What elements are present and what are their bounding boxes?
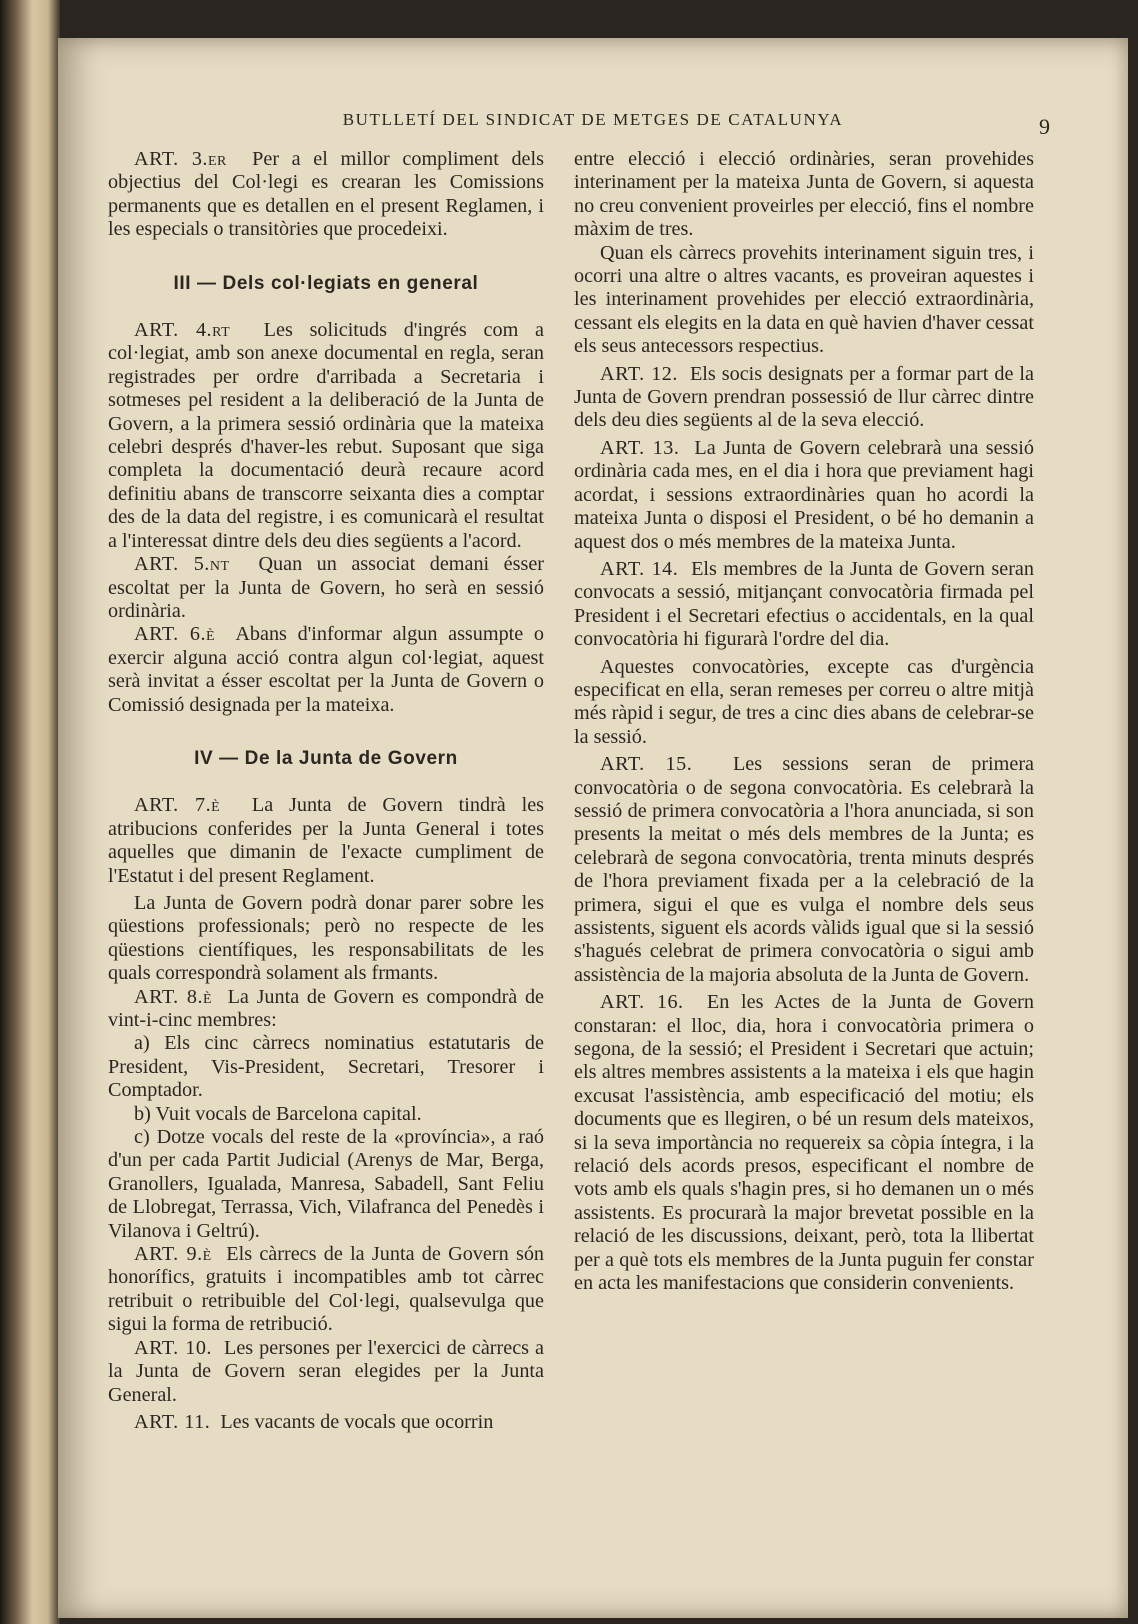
article-label: ART. 4.rt xyxy=(134,319,231,342)
right-column xyxy=(574,148,1034,1296)
article-label: ART. 13. xyxy=(600,436,680,459)
article-label: ART. 12. xyxy=(600,362,678,385)
article-text: Els socis designats per a formar part de la Junta de Govern prendran possessió de llur càrrec dintre dels deu dies següents al de la seva elecció. xyxy=(574,362,1034,432)
article-11 xyxy=(108,1411,544,1434)
article-label: ART. 5.nt xyxy=(134,553,230,576)
running-head: BUTLLETÍ DEL SINDICAT DE METGES DE CATALUNYA xyxy=(342,110,844,129)
article-11-paragraph-2: Quan els càrrecs provehits interinament siguin tres, i ocorri una altre o altres vacants, es proveiran aquestes i les interinament provehides per elecció extraordinària, cessant els elegits en la data en què havien d'haver cessat els seus antecessors respectius. xyxy=(574,241,1034,358)
article-10 xyxy=(108,1337,544,1407)
article-label: ART. 3.er xyxy=(134,148,227,170)
article-11-continuation: entre elecció i elecció ordinàries, seran provehides interinament per la mateixa Junta de Govern, si aquesta no creu convenient proveirles per elecció, fins el nombre màxim de tres. xyxy=(574,148,1034,241)
article-7 xyxy=(108,794,544,888)
book-binding xyxy=(0,0,60,1624)
article-6 xyxy=(108,623,544,717)
article-label: ART. 10. xyxy=(134,1336,212,1359)
article-label: ART. 14. xyxy=(600,557,679,580)
article-label: ART. 7.è xyxy=(134,794,221,817)
article-12 xyxy=(574,363,1034,433)
article-14-paragraph-2: Aquestes convocatòries, excepte cas d'urgència especificat en ella, seran remeses per correu o altre mitjà més ràpid i segur, de tres a cinc dies abans de celebrar-se la sessió. xyxy=(574,655,1034,748)
left-column xyxy=(108,148,544,1434)
page-number: 9 xyxy=(1039,114,1050,139)
article-text: Per a el millor compliment dels objectius del Col·legi es crearan les Comissions permanents que es detallen en el present Reglamen, i les especials o transitòries que procedeixi. xyxy=(108,148,544,241)
article-text: La Junta de Govern es compondrà de vint-i-cinc membres: xyxy=(108,985,545,1031)
article-16 xyxy=(574,991,1034,1295)
article-text: Les sessions seran de primera convocatòria o de segona convocatòria. Es celebrarà la sessió de primera convocatòria a l'hora anunciada, si son presents la meitat o més dels membres de la Junta; es celebrarà de segona convocatòria, trenta minuts després de l'hora previament fixada per a la celebració de la primera, sigui el que es vulga el nombre dels seus assistents, siguent els acords vàlids igual que si la sessió s'hagués celebrat de primera convocatòria o sigui amb assistència de la majoria absoluta de la Junta de Govern. xyxy=(574,753,1034,986)
article-9 xyxy=(108,1243,544,1337)
article-text: Els membres de la Junta de Govern seran convocats a sessió, mitjançant convocatòria firmada pel President i el Secretari efectius o accidentals, en la qual convocatòria hi figurarà l'ordre del dia. xyxy=(574,557,1034,651)
article-15 xyxy=(574,753,1034,987)
article-text: Abans d'informar algun assumpte o exercir alguna acció contra algun col·legiat, aquest serà invitat a ésser escoltat per la Junta de Govern o Comissió designada per la mateixa. xyxy=(108,623,544,716)
article-label: ART. 8.è xyxy=(134,985,213,1008)
article-label: ART. 9.è xyxy=(134,1243,212,1266)
article-8-item-a: a) Els cinc càrrecs nominatius estatutaris de President, Vis-President, Secretari, Tresorer i Comptador. xyxy=(108,1032,544,1102)
article-3 xyxy=(108,148,544,242)
article-4 xyxy=(108,319,544,553)
article-text: Les vacants de vocals que ocorrin xyxy=(220,1410,494,1433)
article-label: ART. 6.è xyxy=(134,623,216,646)
article-8 xyxy=(108,986,544,1033)
article-label: ART. 15. xyxy=(600,753,693,776)
document-page xyxy=(58,38,1128,1618)
article-text: La Junta de Govern celebrarà una sessió ordinària cada mes, en el dia i hora que previament hagi acordat, i sessions extraordinàries quan ho acordi la mateixa Junta o disposi el President, o bé ho demanin a aquest dos o més membres de la mateixa Junta. xyxy=(574,436,1034,553)
article-label: ART. 16. xyxy=(600,991,684,1014)
article-text: Els càrrecs de la Junta de Govern són honorífics, gratuits i incompatibles amb tot càrrec retribuit o retribuible del Col·legi, qualsevulga que sigui la forma de retribució. xyxy=(108,1243,545,1336)
article-text: La Junta de Govern tindrà les atribucions conferides per la Junta General i totes aquelles que dimanin de l'exacte cumpliment de l'Estatut i del present Reglament. xyxy=(108,794,545,887)
article-5 xyxy=(108,553,544,623)
article-8-item-b: b) Vuit vocals de Barcelona capital. xyxy=(134,1102,422,1125)
article-text: Quan un associat demani ésser escoltat per la Junta de Govern, ho serà en sessió ordinària. xyxy=(108,553,544,622)
article-14 xyxy=(574,558,1034,652)
section-heading-3: III — Dels col·legiats en general xyxy=(173,272,479,294)
article-text: Les persones per l'exercici de càrrecs a la Junta de Govern seran elegides per la Junta General. xyxy=(108,1336,544,1406)
article-label: ART. 11. xyxy=(134,1410,211,1433)
article-text: En les Actes de la Junta de Govern constaran: el lloc, dia, hora i convocatòria primera o segona, de la sessió; el President i Secretari que actuin; els altres membres assistents a la mateixa i els que hagin excusat l'assistència, amb especificació del motiu; els documents que es llegiren, o bé un resum dels mateixos, si la seva importància no requereix sa còpia íntegra, i la relació dels acords presos, especificant el nombre de vots amb els quals s'hagin pres, si ho demanen un o més assistents. Es procurarà la major brevetat possible en la relació de les discussions, deixant, però, tota la llibertat per a què tots els membres de la Junta puguin fer constar en acta les manifestacions que considerin convenients. xyxy=(574,991,1035,1295)
article-7-paragraph-2: La Junta de Govern podrà donar parer sobre les qüestions professionals; però no respecte de les qüestions científiques, les responsabilitats de les quals correspondrà solament als frmants. xyxy=(108,891,544,985)
article-13 xyxy=(574,437,1034,554)
article-8-item-c: c) Dotze vocals del reste de la «província», a raó d'un per cada Partit Judicial (Arenys de Mar, Berga, Granollers, Igualada, Manresa, Sabadell, Sant Feliu de Llobregat, Terrassa, Vich, Vilafranca del Penedès i Vilanova i Geltrú). xyxy=(108,1126,544,1242)
article-text: Les solicituds d'ingrés com a col·legiat, amb son anexe documental en regla, seran registrades per ordre d'arribada a Secretaria i sotmeses pel resident a la deliberació de la Junta de Govern, a la primera sessió ordinària que la mateixa celebri després d'haver-les rebut. Suposant que siga completa la documentació deurà recaure acord definitiu abans de transcorre seixanta dies a comptar des de la data del registre, i es comunicarà el resultat a l'interessat dintre dels deu dies següents a l'acord. xyxy=(108,319,544,552)
section-heading-4: IV — De la Junta de Govern xyxy=(194,747,458,769)
